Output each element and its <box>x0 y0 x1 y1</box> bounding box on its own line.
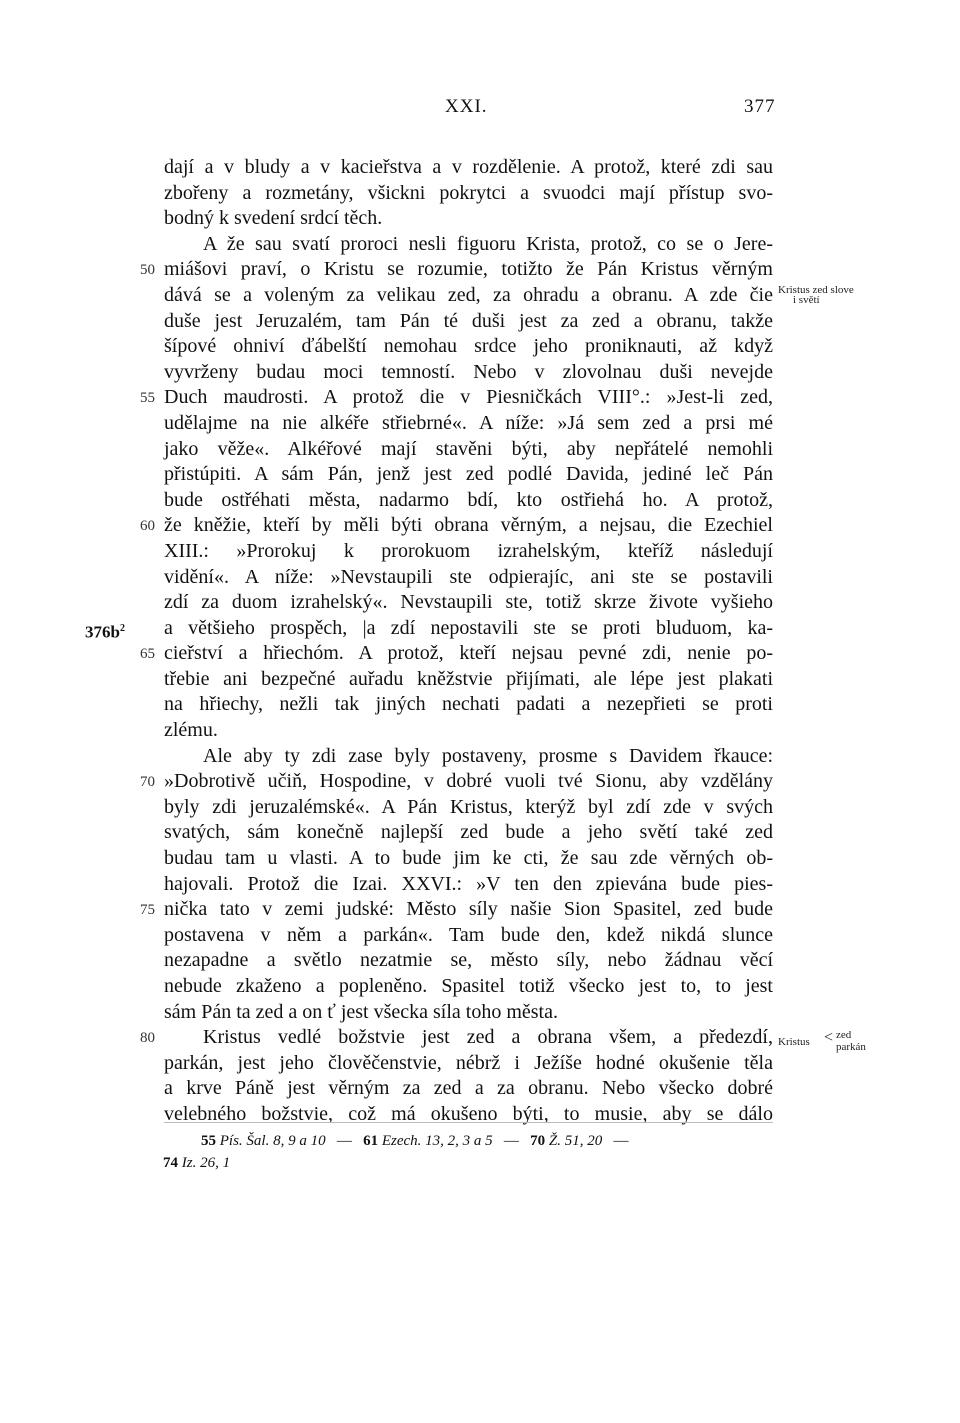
text-line <box>140 513 773 539</box>
line-text: XIII.: »Prorokuj k prorokuom izrahelským, kteříž následují <box>164 539 773 562</box>
line-text: postavena v něm a parkán«. Tam bude den, kdež nikdá slunce <box>164 923 773 946</box>
text-line <box>164 411 773 437</box>
footnote-separator: — <box>613 1133 629 1149</box>
line-text: nebude zkaženo a popleněno. Spasitel totiž všecko jest to, to jest <box>164 975 773 997</box>
line-text: nička tato v zemi judské: Město síly našie Sion Spasitel, zed bude <box>164 898 773 921</box>
text-line <box>164 744 773 770</box>
text-line <box>164 1051 773 1077</box>
line-text: a většieho prospěch, |a zdí nepostavili ste se proti bluduom, ka- <box>164 616 773 639</box>
line-text: zbořeny a rozmetány, všickni pokrytci a svuodci mají přístup svo- <box>164 181 773 204</box>
line-text: vidění«. A níže: »Nevstaupili ste odpierajíc, ani ste se postavili <box>164 565 773 588</box>
line-number: 75 <box>140 902 155 919</box>
text-line <box>164 462 773 488</box>
line-text: dají a v bludy a v kacieřstva a v rozdělenie. A protož, které zdi sau <box>164 156 773 178</box>
line-text: cieřství a hřiechóm. A protož, kteří nejsau pevné zdi, nenie po- <box>164 642 773 665</box>
line-text: udělajme na nie alkéře střiebrné«. A níže: »Já sem zed a prsi mé <box>164 411 773 434</box>
line-text: třebie ani bezpečné auřadu kněžstvie přijímati, ale lépe jest plakati <box>164 667 773 690</box>
text-line <box>164 539 773 565</box>
footnote-line <box>201 1130 773 1152</box>
marginal-note-bottom: parkán <box>836 1041 866 1054</box>
line-text: zdí za duom izrahelský«. Nevstaupili ste, totiž skrze živote vyšieho <box>164 591 773 614</box>
marginal-note-top: zed <box>836 1029 852 1042</box>
line-text: sám Pán ta zed a on ť jest všecka síla toho města. <box>164 1000 558 1023</box>
line-text: duše jest Jeruzalém, tam Pán té duši jest za zed a obranu, takže <box>164 309 773 332</box>
text-line <box>164 718 773 744</box>
line-text: Kristus vedlé božstvie jest zed a obrana všem, a předezdí, <box>203 1026 773 1049</box>
line-text: miášovi praví, o Kristu se rozumie, totižto že Pán Kristus věrným <box>164 258 773 281</box>
folio-label: 376b <box>85 622 120 642</box>
footnote-ref <box>530 1133 636 1149</box>
line-number: 80 <box>140 1030 155 1047</box>
footnote-number: 70 <box>530 1133 546 1149</box>
text-line <box>140 769 773 795</box>
text-line <box>164 437 773 463</box>
footnote-source: Ž. 51, 20 <box>548 1133 603 1149</box>
text-line <box>164 846 773 872</box>
line-text: hajovali. Protož die Izai. XXVI.: »V ten den zpievána bude pies- <box>164 872 773 895</box>
line-text: bodný k svedení srdcí těch. <box>164 207 383 230</box>
text-line <box>164 667 773 693</box>
line-text: dává se a voleným za velikau zed, za ohradu a obranu. A zde čie <box>164 283 773 306</box>
text-line <box>164 590 773 616</box>
text-line <box>164 309 773 335</box>
text-line <box>164 1102 773 1128</box>
line-text: byly zdi jeruzalémské«. A Pán Kristus, kterýž byl zdí zde v svých <box>164 795 773 818</box>
folio-sup: 2 <box>119 622 125 634</box>
text-line <box>164 948 773 974</box>
page-number: 377 <box>744 96 776 117</box>
line-number: 65 <box>140 646 155 663</box>
line-number: 60 <box>140 518 155 535</box>
text-line <box>164 820 773 846</box>
running-head <box>0 96 960 126</box>
text-line <box>164 1000 773 1026</box>
marginal-note-left: Kristus <box>778 1036 810 1049</box>
line-number: 70 <box>140 774 155 791</box>
line-text: svatých, sám konečně najlepší zed bude a jeho světí také zed <box>164 821 773 844</box>
line-text: šípové ohniví ďábelští nemohau srdce jeho proniknauti, až když <box>164 335 773 358</box>
text-line <box>164 974 773 1000</box>
text-line <box>164 795 773 821</box>
chapter-heading: XXI. <box>445 96 488 117</box>
text-line <box>164 872 773 898</box>
text-line <box>164 155 773 181</box>
marginal-note-line: Kristus zed slove <box>778 283 854 296</box>
footnote-separator: — <box>503 1133 519 1149</box>
line-text: že kněžie, kteří by měli býti obrana věrným, a nejsau, die Ezechiel <box>164 514 773 537</box>
line-text: Ale aby ty zdi zase byly postaveny, prosme s Davidem řkauce: <box>203 744 773 767</box>
line-text: »Dobrotivě učiň, Hospodine, v dobré vuoli tvé Sionu, aby vzdělány <box>164 770 773 793</box>
footnote-rule <box>164 1122 773 1123</box>
text-line <box>140 641 773 667</box>
footnote-source: Pís. Šal. 8, 9 a 10 <box>219 1133 326 1149</box>
text-line <box>140 385 773 411</box>
text-line <box>140 1025 866 1054</box>
line-text: bude ostřéhati města, nadarmo bdí, kto ostřiehá ho. A protož, <box>164 488 773 511</box>
line-text: zlému. <box>164 719 218 742</box>
text-line <box>164 923 773 949</box>
footnote-number: 61 <box>363 1133 379 1149</box>
text-line <box>164 692 773 718</box>
text-line <box>164 206 773 232</box>
folio-mark <box>85 616 125 645</box>
line-text: A že sau svatí proroci nesli figuoru Krista, protož, co se o Jere- <box>203 232 773 255</box>
text-line <box>140 257 773 283</box>
line-text: a krve Páně jest věrným za zed a za obranu. Nebo všecko dobré <box>164 1077 773 1100</box>
footnote-number: 55 <box>201 1133 216 1149</box>
line-text: nezapadne a světlo nezatmie se, město síly, nebo žádnau věcí <box>164 949 773 972</box>
line-text: vyvrženy budau moci temností. Nebo v zlovolnau duši nevejde <box>164 360 773 383</box>
footnote-ref <box>163 1155 230 1171</box>
text-line <box>164 181 773 207</box>
footnote-source: Ezech. 13, 2, 3 a 5 <box>381 1133 493 1149</box>
text-line <box>140 897 773 923</box>
footnotes <box>163 1130 773 1174</box>
line-text: budau tam u vlasti. A to bude jim ke cti, že sau zde věrných ob- <box>164 847 773 870</box>
line-number: 55 <box>140 390 155 407</box>
text-line <box>164 488 773 514</box>
body-text <box>85 155 866 1128</box>
line-text: na hřiechy, nežli tak jiných nechati padati a nezepřieti se proti <box>164 693 773 716</box>
footnote-ref <box>363 1133 530 1149</box>
text-line <box>164 232 773 258</box>
line-text: velebného božstvie, což má okušeno býti, to musie, aby se dálo <box>164 1102 773 1125</box>
line-text: jako věže«. Alkéřové mají stavěni býti, aby nepřátelé nemohli <box>164 437 773 460</box>
marginal-note-line: i světí <box>793 293 820 306</box>
text-line <box>85 616 773 642</box>
footnote-ref <box>201 1133 363 1149</box>
text-line <box>164 283 854 309</box>
footnote-source: Iz. 26, 1 <box>181 1155 231 1171</box>
line-text: parkán, jest jeho člověčenstvie, nébrž i Ježíše hodné okušenie těla <box>164 1051 773 1074</box>
line-text: přistúpiti. A sám Pán, jenž jest zed podlé Davida, jediné leč Pán <box>164 463 773 486</box>
footnote-number: 74 <box>163 1155 178 1171</box>
text-line <box>164 334 773 360</box>
footnote-line <box>163 1152 773 1174</box>
marginal-bracket: < <box>824 1029 834 1047</box>
footnote-separator: — <box>336 1133 352 1149</box>
line-text: Duch maudrosti. A protož die v Piesničkách VIII°.: »Jest-li zed, <box>164 386 773 409</box>
line-number: 50 <box>140 262 155 279</box>
text-line <box>164 1076 773 1102</box>
text-line <box>164 360 773 386</box>
text-line <box>164 565 773 591</box>
